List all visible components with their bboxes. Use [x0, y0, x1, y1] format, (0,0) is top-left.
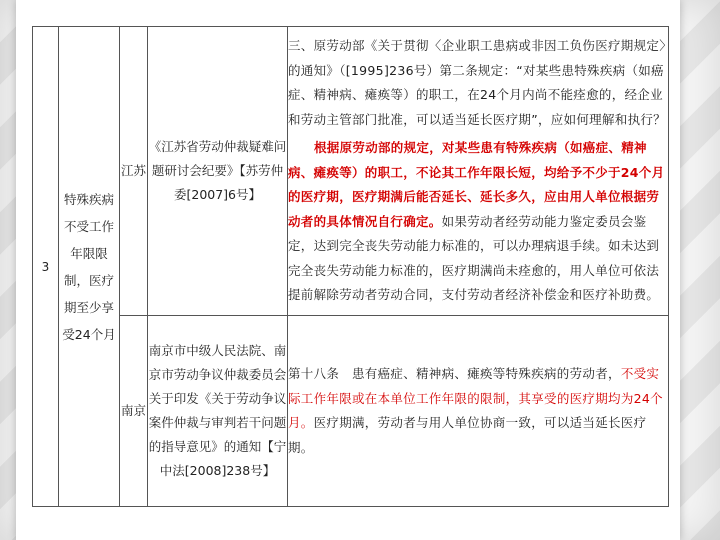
region-cell-nanjing: 南京: [120, 316, 148, 507]
content-cell-jiangsu: [288, 27, 669, 316]
table-row: [33, 316, 669, 507]
article-start: 第十八条 患有癌症、精神病、瘫痪等特殊疾病的劳动者，: [288, 366, 621, 381]
article-end: 医疗期满，劳动者与用人单位协商一致，可以适当延长医疗期。: [288, 415, 647, 455]
question-text: 三、原劳动部《关于贯彻〈企业职工患病或非因工负伤医疗期规定〉的通知》（[1995]236号）第二条规定：“对某些患特殊疾病（如癌症、精神病、瘫痪等）的职工，在24个月内尚不能痊愈的，经企业和劳动主管部门批准，可以适当延长医疗期”，应如何理解和执行？: [288, 38, 666, 127]
regulations-table: [32, 26, 669, 507]
row-number-cell: 3: [33, 27, 59, 507]
article-highlight-2: 限制，其享受的医疗期均为24个月。: [288, 390, 663, 430]
document-cell-nanjing: 南京市中级人民法院、南京市劳动争议仲裁委员会关于印发《关于劳动争议案件仲裁与审判若干问题的指导意见》的通知【宁中法[2008]238号】: [148, 316, 288, 507]
region-cell-jiangsu: 江苏: [120, 27, 148, 316]
article-highlight-1: 不受实际工作年限或在本单位工作年限的: [288, 366, 660, 406]
table-row: [33, 27, 669, 316]
answer-paragraph: [288, 136, 668, 308]
answer-highlight: 根据原劳动部的规定，对某些患有特殊疾病（如癌症、精神病、瘫痪等）的职工，不论其工作年限长短，均给予不少于24个月的医疗期，医疗期满后能否延长、延长多久，应由用人单位根据劳动者的具体情况自行确定。: [288, 140, 665, 229]
document-cell-jiangsu: 《江苏省劳动仲裁疑难问题研讨会纪要》【苏劳仲委[2007]6号】: [148, 27, 288, 316]
answer-rest: 如果劳动者经劳动能力鉴定委员会鉴定，达到完全丧失劳动能力标准的，可以办理病退手续。如未达到完全丧失劳动能力标准的，医疗期满尚未痊愈的，用人单位可依法提前解除劳动者劳动合同，支付劳动者经济补偿金和医疗补助费。: [288, 213, 660, 303]
issue-cell: 特殊疾病不受工作年限限制，医疗期至少享受24个月: [59, 27, 120, 507]
document-page: [16, 0, 680, 540]
content-cell-nanjing: [288, 316, 669, 507]
